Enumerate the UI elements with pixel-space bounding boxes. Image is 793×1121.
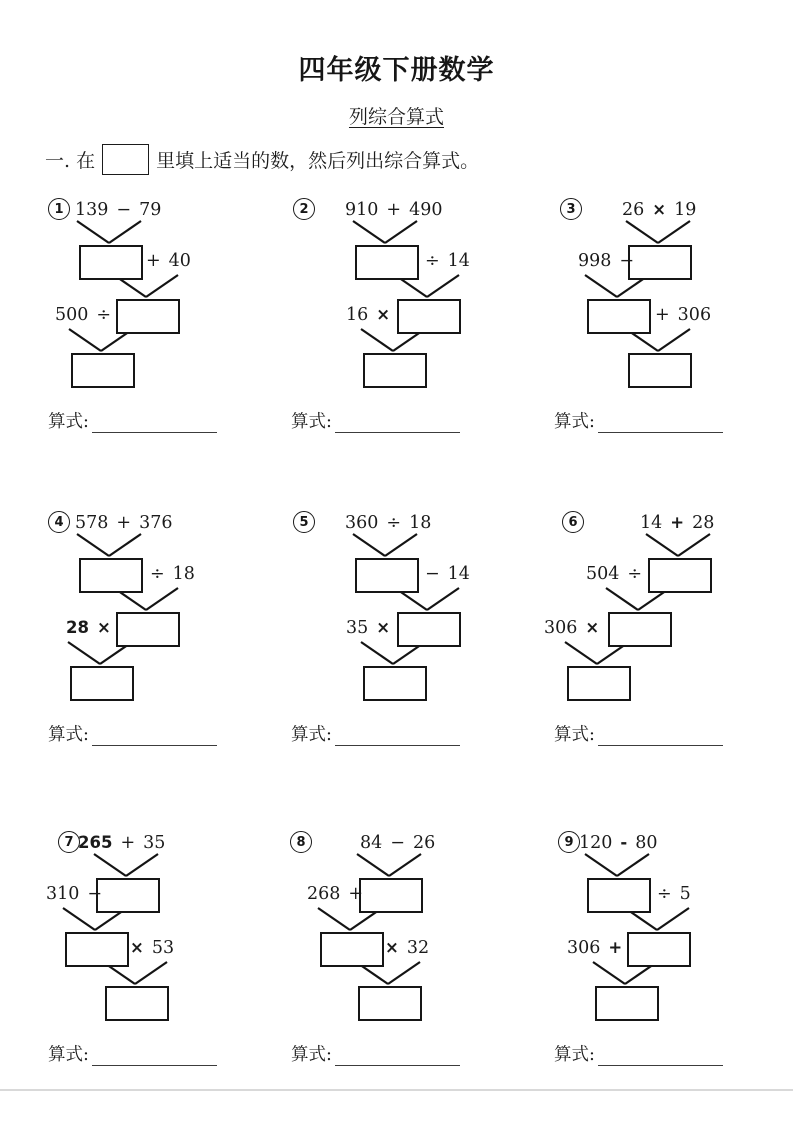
math-token-bold: × <box>130 938 144 957</box>
expression-answer-row <box>554 721 723 746</box>
math-token: 910 <box>345 200 379 220</box>
step2-operator-label <box>130 938 174 958</box>
answer-box-3[interactable] <box>71 353 135 388</box>
math-token: + <box>120 833 136 853</box>
expression-answer-row <box>291 1041 460 1066</box>
expression-answer-label: 算式: <box>48 412 89 432</box>
problem-7 <box>40 828 292 1083</box>
math-token: 14 <box>447 564 470 584</box>
step1-operator-label <box>307 884 363 904</box>
step2-operator-label <box>544 618 599 638</box>
expression-answer-blank[interactable] <box>335 1045 460 1066</box>
problem-number: 3 <box>560 198 582 220</box>
step2-operator-label <box>655 305 711 325</box>
expression-answer-blank[interactable] <box>335 412 460 433</box>
math-token-bold: × <box>652 200 667 219</box>
math-token: − <box>390 833 405 853</box>
answer-box-3[interactable] <box>70 666 134 701</box>
problem-number: 4 <box>48 511 70 533</box>
math-token: + <box>348 884 364 904</box>
math-token: 5 <box>679 884 691 904</box>
top-expression <box>622 200 696 220</box>
math-token: 360 <box>345 513 379 533</box>
expression-answer-row <box>291 408 460 433</box>
step1-operator-label <box>425 564 470 584</box>
expression-answer-blank[interactable] <box>598 412 723 433</box>
step1-operator-label <box>578 251 634 271</box>
problem-9 <box>535 828 787 1083</box>
math-token: − <box>116 200 132 220</box>
math-token: + <box>655 305 670 325</box>
expression-answer-label: 算式: <box>554 1045 595 1065</box>
top-expression <box>345 200 442 220</box>
expression-answer-row <box>48 721 217 746</box>
answer-box-2[interactable] <box>397 299 461 334</box>
math-token: − <box>619 251 635 271</box>
math-token: 16 <box>346 305 369 325</box>
math-token: 18 <box>172 564 195 584</box>
math-token: 14 <box>447 251 470 271</box>
math-token: 490 <box>409 200 443 220</box>
math-token-bold: × <box>385 938 399 957</box>
answer-box-1[interactable] <box>96 878 160 913</box>
problem-8 <box>285 828 537 1083</box>
math-token-bold: × <box>376 618 391 637</box>
math-token: 306 <box>677 305 712 325</box>
top-expression <box>640 513 714 533</box>
step2-operator-label <box>385 938 429 958</box>
math-token-bold: 265 <box>78 833 113 852</box>
problem-number: 5 <box>293 511 315 533</box>
expression-answer-label: 算式: <box>291 412 332 432</box>
math-token: 19 <box>674 200 697 220</box>
step1-operator-label <box>586 564 642 584</box>
expression-answer-blank[interactable] <box>92 412 217 433</box>
page-subtitle: 列综合算式 <box>348 106 444 128</box>
expression-answer-label: 算式: <box>554 412 595 432</box>
math-token: 306 <box>544 618 578 638</box>
answer-box-3[interactable] <box>105 986 169 1021</box>
problem-number: 1 <box>48 198 70 220</box>
answer-box-3[interactable] <box>363 353 427 388</box>
answer-box-1[interactable] <box>355 558 419 593</box>
math-token: + <box>116 513 132 533</box>
math-token: 80 <box>635 833 658 853</box>
answer-box-2[interactable] <box>116 612 180 647</box>
problem-6 <box>535 508 787 763</box>
math-token-bold: × <box>585 618 600 637</box>
math-token: − <box>87 884 103 904</box>
step2-operator-label <box>346 618 390 638</box>
instruction-suffix: 里填上适当的数，然后列出综合算式。 <box>156 150 480 172</box>
math-token: 84 <box>360 833 383 853</box>
math-token: ÷ <box>627 564 643 584</box>
math-token: 376 <box>139 513 173 533</box>
answer-box-3[interactable] <box>358 986 422 1021</box>
expression-answer-blank[interactable] <box>92 1045 217 1066</box>
answer-box-1[interactable] <box>648 558 712 593</box>
math-token: 310 <box>46 884 80 904</box>
answer-box-2[interactable] <box>116 299 180 334</box>
math-token: 28 <box>692 513 715 533</box>
step1-operator-label <box>146 251 191 271</box>
problem-3 <box>535 195 787 450</box>
answer-box-3[interactable] <box>567 666 631 701</box>
expression-answer-label: 算式: <box>291 1045 332 1065</box>
math-token: ÷ <box>96 305 112 325</box>
math-token: 35 <box>143 833 166 853</box>
math-token: 26 <box>622 200 645 220</box>
expression-answer-row <box>554 1041 723 1066</box>
expression-answer-row <box>48 1041 217 1066</box>
answer-box-2[interactable] <box>608 612 672 647</box>
step2-operator-label <box>55 305 111 325</box>
step2-operator-label <box>567 938 622 958</box>
math-token: 306 <box>567 938 601 958</box>
instruction-blank-box[interactable] <box>102 144 149 175</box>
problem-number: 2 <box>293 198 315 220</box>
problem-number: 8 <box>290 831 312 853</box>
math-token: 18 <box>409 513 432 533</box>
math-token: 53 <box>151 938 175 958</box>
step1-operator-label <box>46 884 102 904</box>
math-token-bold: × <box>376 305 391 324</box>
instruction-line <box>45 144 793 175</box>
top-expression <box>579 833 658 853</box>
problem-number: 7 <box>58 831 80 853</box>
problem-1 <box>40 195 292 450</box>
top-expression <box>78 833 165 853</box>
math-token: 268 <box>307 884 341 904</box>
math-token: 578 <box>75 513 109 533</box>
answer-box-1[interactable] <box>587 878 651 913</box>
expression-answer-blank[interactable] <box>92 725 217 746</box>
problem-4 <box>40 508 292 763</box>
expression-answer-label: 算式: <box>291 725 332 745</box>
math-token: ÷ <box>425 251 440 271</box>
instruction-prefix: 一. 在 <box>45 150 96 172</box>
math-token: + <box>386 200 402 220</box>
problem-number: 9 <box>558 831 580 853</box>
math-token: 40 <box>168 251 191 271</box>
answer-box-1[interactable] <box>79 245 143 280</box>
math-token: ÷ <box>386 513 402 533</box>
step2-operator-label <box>346 305 390 325</box>
expression-answer-row <box>48 408 217 433</box>
answer-box-2[interactable] <box>65 932 129 967</box>
math-token: 998 <box>578 251 612 271</box>
problem-5 <box>285 508 537 763</box>
answer-box-1[interactable] <box>79 558 143 593</box>
math-token-bold: × <box>96 618 111 637</box>
math-token: − <box>425 564 440 584</box>
expression-answer-row <box>291 721 460 746</box>
problem-number: 6 <box>562 511 584 533</box>
math-token: 504 <box>586 564 620 584</box>
answer-box-1[interactable] <box>355 245 419 280</box>
expression-answer-row <box>554 408 723 433</box>
answer-box-1[interactable] <box>628 245 692 280</box>
expression-answer-label: 算式: <box>48 725 89 745</box>
answer-box-1[interactable] <box>359 878 423 913</box>
top-expression <box>360 833 435 853</box>
step1-operator-label <box>150 564 195 584</box>
math-token: ÷ <box>150 564 165 584</box>
page-title: 四年级下册数学 <box>298 55 495 86</box>
expression-answer-blank[interactable] <box>335 725 460 746</box>
top-expression <box>345 513 431 533</box>
math-token-bold: 28 <box>66 618 89 637</box>
math-token: 139 <box>75 200 109 220</box>
step2-operator-label <box>66 618 111 637</box>
top-expression <box>75 200 161 220</box>
connector-lines <box>535 828 787 1028</box>
answer-box-3[interactable] <box>628 353 692 388</box>
step1-operator-label <box>425 251 470 271</box>
expression-answer-label: 算式: <box>554 725 595 745</box>
answer-box-2[interactable] <box>587 299 651 334</box>
answer-box-3[interactable] <box>363 666 427 701</box>
math-token: 79 <box>139 200 162 220</box>
math-token: 32 <box>406 938 430 958</box>
math-token: 26 <box>412 833 436 853</box>
top-expression <box>75 513 172 533</box>
answer-box-2[interactable] <box>320 932 384 967</box>
math-token: ÷ <box>657 884 672 904</box>
math-token: + <box>146 251 161 271</box>
problem-2 <box>285 195 537 450</box>
math-token: 14 <box>640 513 663 533</box>
answer-box-2[interactable] <box>627 932 691 967</box>
answer-box-2[interactable] <box>397 612 461 647</box>
step1-operator-label <box>657 884 691 904</box>
math-token: 35 <box>346 618 369 638</box>
math-token-bold: + <box>670 513 685 532</box>
answer-box-3[interactable] <box>595 986 659 1021</box>
math-token: 120 <box>579 833 613 853</box>
math-token-bold: + <box>608 938 623 957</box>
math-token: 500 <box>55 305 89 325</box>
expression-answer-blank[interactable] <box>598 1045 723 1066</box>
expression-answer-label: 算式: <box>48 1045 89 1065</box>
page-break-line <box>0 1089 793 1091</box>
expression-answer-blank[interactable] <box>598 725 723 746</box>
math-token-bold: - <box>620 833 628 852</box>
